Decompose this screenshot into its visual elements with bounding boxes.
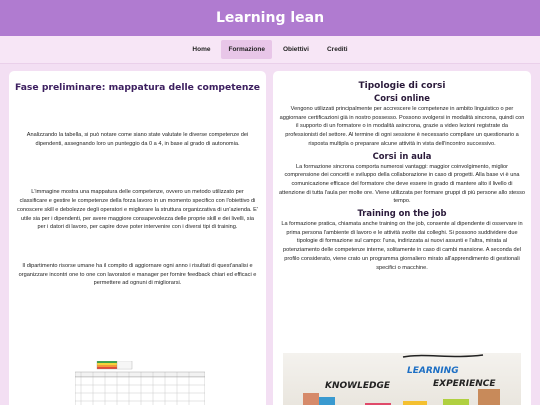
left-paragraph-2: L'immagine mostra una mappatura delle competenze, ovvero un metodo utilizzato per classificare e gestire le competenze della forza lavoro in un momento specifico con l'obiettivo di conoscere skill e debolezze degli operatori e migliorare la struttura organizzativa di un'azienda. E' utile sia per i dipendenti, per avere maggiore consapevolezza delle proprie skill e dei livelli, sia per i datori di lavoro, per capire dove poter intervenire con i diversi tipi di training. [17,189,258,231]
left-panel-title: Fase preliminare: mappatura delle competenze [15,82,260,93]
right-panel-title: Tipologie di corsi [358,81,446,91]
aula-text: La formazione sincrona comporta numerosi vantaggi: maggior coinvolgimento, miglior comprensione dei concetti e sviluppo della collaborazione in caso di progetti. Alla base vi è una comunicazione efficace del formatore che deve essere in grado di mantere alto il livello di attenzione di tutta l'aula per molte ore. Viene utilizzata per formare gruppi di più persone allo stesso tempo. [279,163,525,205]
nav-home[interactable]: Home [192,46,211,53]
aula-heading: Corsi in aula [372,150,432,161]
nav-obiettivi[interactable]: Obiettivi [282,46,309,53]
learning-illustration [283,353,521,405]
online-text: Vengono utilizzati principalmente per accrescere le competenze in ambito linguistico o per aggiornare certificazioni già in nostro possesso. Possono svolgersi in modalità sincrona, quindi con il supporto di un formatore o in modalità asincrona, grazie a video lezioni registrate da professionisti del settore. Al termine di ogni sessione è necessario compilare un questionario a risposta multipla o preparare alcune attività in vista dell'incontro successivo. [279,106,525,147]
left-panel [9,71,266,405]
left-paragraph-3: Il dipartimento risorse umane ha il compito di aggiornare ogni anno i risultati di quest'analisi e organizzare incontri one to one con lavoratori e manager per fornire feedback chiari ed efficaci e permettere ad ognuni di migliorarsi. [18,262,257,287]
job-heading: Training on the job [357,208,447,219]
nav-formazione[interactable]: Formazione [221,40,271,59]
site-title: Learning lean [215,10,325,26]
online-heading: Corsi online [374,93,430,103]
skills-matrix-image [75,361,205,405]
photo-word-knowledge: KNOWLEDGE [325,381,390,391]
main-nav [0,36,540,64]
right-panel [273,71,531,405]
photo-word-learning: LEARNING [407,366,459,376]
job-text: La formazione pratica, chiamata anche training on the job, consente al dipendente di osservare in prima persona l'ambiente di lavoro e le attività svolte dai colleghi. Si possono suddividere due tipologie di formazione sul campo: l'una, indirizzata ai nuovi assunti e l'altra, mirata al potenziamento delle competenze interne, solitamente in caso di cambi mansione. A seconda del profilo considerato, viene crato un programma giornaliero mirato all'apprendimento di gestionali specifici o macchine. [281,221,523,271]
site-header [0,0,540,36]
left-paragraph-1: Analizzando la tabella, si può notare come siano state valutate le diverse competenze dei dipendenti, assegnando loro un punteggio da 0 a 4, in base al grado di autonomia. [26,132,249,147]
photo-word-experience: EXPERIENCE [433,379,496,389]
learning-photo [283,353,521,405]
nav-crediti[interactable]: Crediti [326,46,348,53]
